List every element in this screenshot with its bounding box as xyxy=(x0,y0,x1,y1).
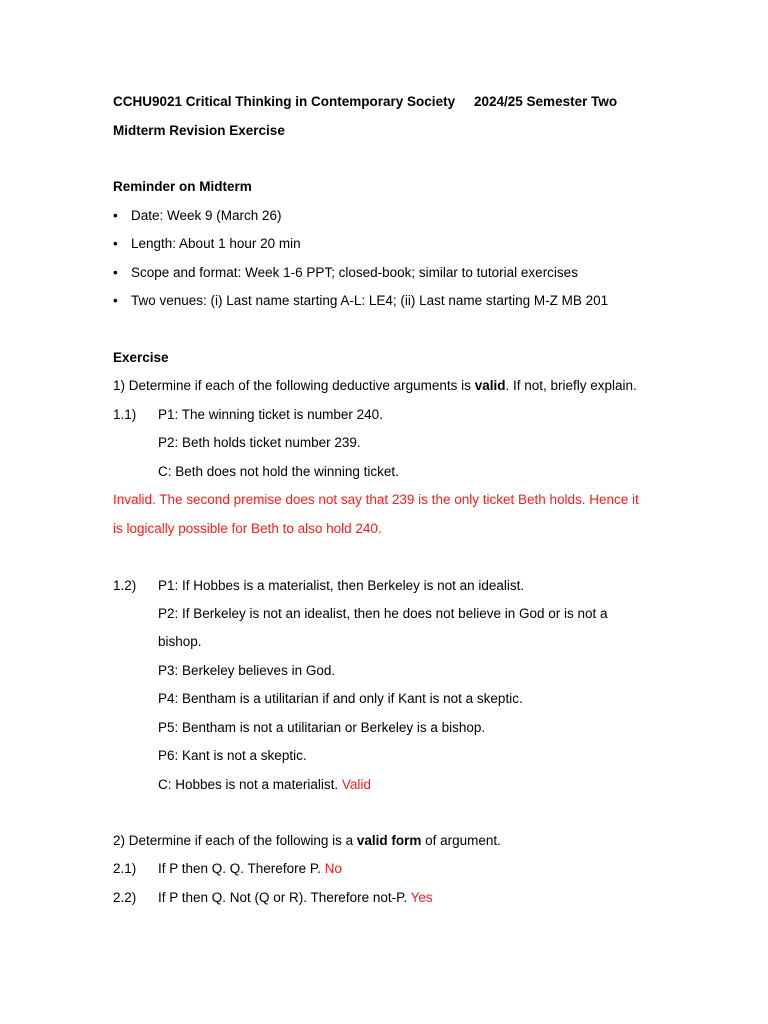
prompt-emphasis: valid xyxy=(474,378,506,393)
document-subtitle: Midterm Revision Exercise xyxy=(113,123,285,138)
prompt-text: 2) Determine if each of the following is a xyxy=(113,833,357,848)
form-text: If P then Q. Not (Q or R). Therefore not-P. xyxy=(158,890,408,905)
premise-line: P1: The winning ticket is number 240. xyxy=(158,407,383,422)
question-number: 1.1) xyxy=(113,407,137,422)
premise-line: P3: Berkeley believes in God. xyxy=(158,663,336,678)
prompt-text: . If not, briefly explain. xyxy=(505,378,637,393)
reminder-item-text: Length: About 1 hour 20 min xyxy=(131,236,301,251)
form-text: If P then Q. Q. Therefore P. xyxy=(158,861,321,876)
prompt-text: of argument. xyxy=(421,833,501,848)
question-2-prompt xyxy=(113,832,501,850)
form-line xyxy=(158,860,342,878)
reminder-item xyxy=(113,292,608,310)
question-number: 2.1) xyxy=(113,861,137,876)
premise-line: P1: If Hobbes is a materialist, then Berkeley is not an idealist. xyxy=(158,578,525,593)
question-number: 1.2) xyxy=(113,578,137,593)
answer-text: Valid xyxy=(341,777,371,792)
reminder-heading: Reminder on Midterm xyxy=(113,179,252,194)
answer-text: is logically possible for Beth to also hold 240. xyxy=(113,521,382,536)
premise-line: P2: Beth holds ticket number 239. xyxy=(158,435,361,450)
reminder-item xyxy=(113,264,578,282)
conclusion-line xyxy=(158,776,371,794)
reminder-item-text: Two venues: (i) Last name starting A-L: LE4; (ii) Last name starting M-Z MB 201 xyxy=(131,293,609,308)
exercise-heading: Exercise xyxy=(113,350,169,365)
semester-label: 2024/25 Semester Two xyxy=(474,94,618,109)
question-1-prompt xyxy=(113,377,637,395)
premise-line: P6: Kant is not a skeptic. xyxy=(158,748,307,763)
premise-line: P2: If Berkeley is not an idealist, then he does not believe in God or is not a xyxy=(158,606,608,621)
conclusion-text: C: Hobbes is not a materialist. xyxy=(158,777,339,792)
answer-text: Invalid. The second premise does not say that 239 is the only ticket Beth holds. Hence it xyxy=(113,492,639,507)
prompt-text: 1) Determine if each of the following deductive arguments is xyxy=(113,378,475,393)
premise-line: P5: Bentham is not a utilitarian or Berkeley is a bishop. xyxy=(158,720,486,735)
reminder-item-text: Date: Week 9 (March 26) xyxy=(131,208,282,223)
bullet-glyph: • xyxy=(113,293,118,308)
premise-line: P4: Bentham is a utilitarian if and only if Kant is not a skeptic. xyxy=(158,691,523,706)
course-title: CCHU9021 Critical Thinking in Contemporary Society xyxy=(113,94,456,109)
premise-line: bishop. xyxy=(158,634,202,649)
bullet-glyph: • xyxy=(113,265,118,280)
answer-text: No xyxy=(324,861,342,876)
bullet-glyph: • xyxy=(113,208,118,223)
reminder-item xyxy=(113,207,282,225)
question-number: 2.2) xyxy=(113,890,137,905)
bullet-glyph: • xyxy=(113,236,118,251)
form-line xyxy=(158,889,433,907)
prompt-emphasis: valid form xyxy=(356,833,422,848)
reminder-item-text: Scope and format: Week 1-6 PPT; closed-book; similar to tutorial exercises xyxy=(131,265,578,280)
answer-text: Yes xyxy=(410,890,433,905)
conclusion-line: C: Beth does not hold the winning ticket. xyxy=(158,464,399,479)
reminder-item xyxy=(113,235,301,253)
